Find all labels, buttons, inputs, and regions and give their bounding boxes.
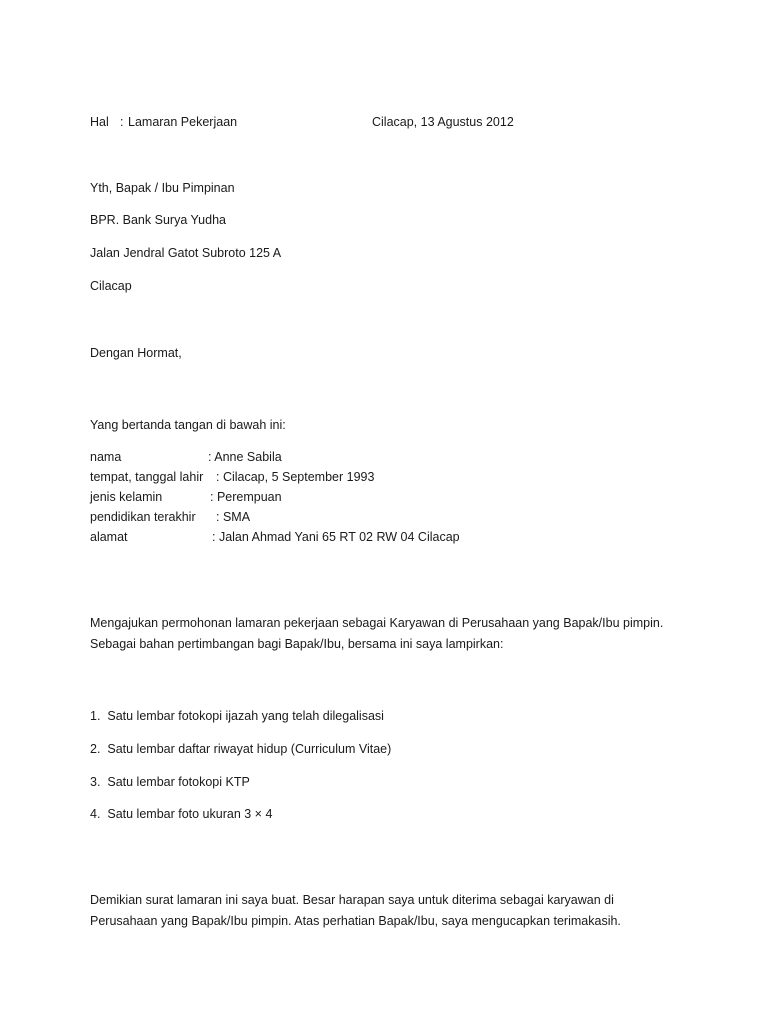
subject-text: Lamaran Pekerjaan (128, 115, 238, 129)
detail-value: : Cilacap, 5 September 1993 (216, 470, 375, 484)
recipient-line: BPR. Bank Surya Yudha (90, 213, 226, 227)
recipient-line: Cilacap (90, 279, 132, 293)
detail-value: : Perempuan (210, 490, 282, 504)
attachment-item: 2. Satu lembar daftar riwayat hidup (Curriculum Vitae) (90, 742, 392, 756)
closing-line: Demikian surat lamaran ini saya buat. Besar harapan saya untuk diterima sebagai karyawan di (90, 893, 614, 907)
place-date: Cilacap, 13 Agustus 2012 (372, 115, 514, 129)
detail-label: alamat (90, 530, 128, 544)
salutation: Dengan Hormat, (90, 346, 182, 360)
attachment-item: 1. Satu lembar fotokopi ijazah yang telah dilegalisasi (90, 709, 384, 723)
subject-separator: : (120, 115, 124, 129)
intro-text: Yang bertanda tangan di bawah ini: (90, 418, 286, 432)
detail-value: : Jalan Ahmad Yani 65 RT 02 RW 04 Cilacap (212, 530, 460, 544)
detail-value: : Anne Sabila (208, 450, 282, 464)
attachment-item: 3. Satu lembar fotokopi KTP (90, 775, 250, 789)
subject-label: Hal (90, 115, 109, 129)
detail-label: pendidikan terakhir (90, 510, 196, 524)
detail-label: tempat, tanggal lahir (90, 470, 204, 484)
body-line: Sebagai bahan pertimbangan bagi Bapak/Ibu, bersama ini saya lampirkan: (90, 637, 504, 651)
detail-label: jenis kelamin (90, 490, 163, 504)
recipient-line: Jalan Jendral Gatot Subroto 125 A (90, 246, 282, 260)
recipient-line: Yth, Bapak / Ibu Pimpinan (90, 181, 235, 195)
body-line: Mengajukan permohonan lamaran pekerjaan sebagai Karyawan di Perusahaan yang Bapak/Ibu pimpin. (90, 616, 664, 630)
detail-label: nama (90, 450, 122, 464)
closing-line: Perusahaan yang Bapak/Ibu pimpin. Atas perhatian Bapak/Ibu, saya mengucapkan terimakasih. (90, 914, 621, 928)
attachment-item: 4. Satu lembar foto ukuran 3 × 4 (90, 807, 273, 821)
detail-value: : SMA (216, 510, 251, 524)
